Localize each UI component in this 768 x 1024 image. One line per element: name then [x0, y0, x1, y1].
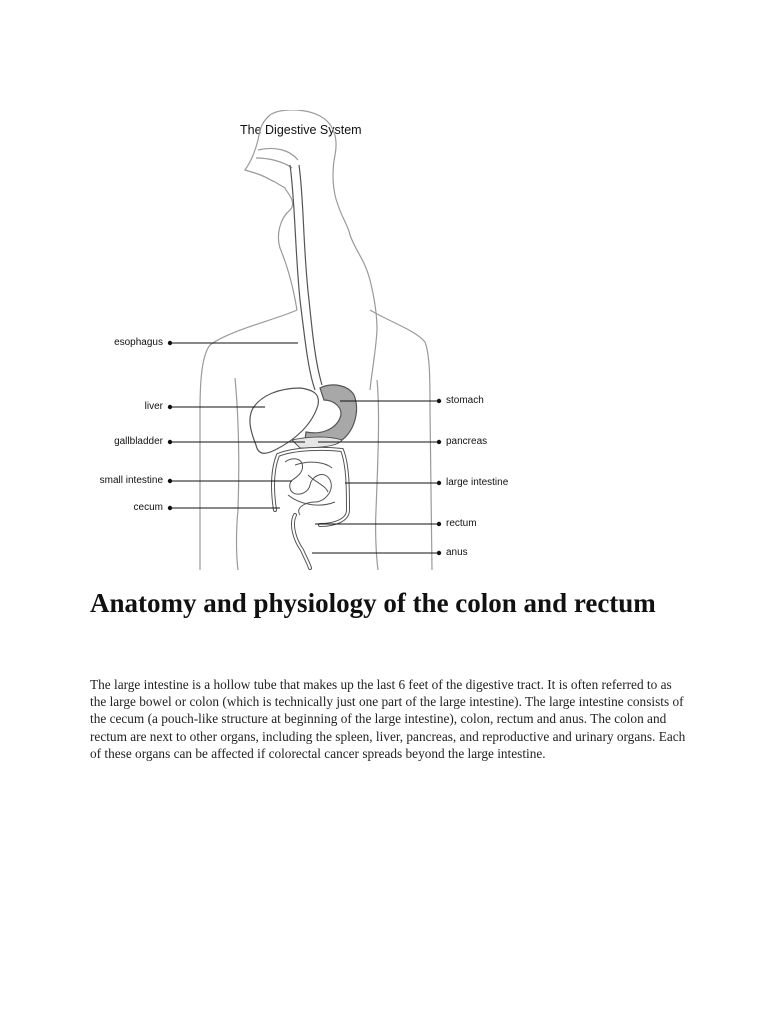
article-paragraph: The large intestine is a hollow tube that makes up the last 6 feet of the digestive tract. It is often referred to as the large bowel or colon (which is technically just one part of the large intestine). The large intestine consists of the cecum (a pouch-like structure at beginning of the large intestine), colon, rectum and anus. The colon and rectum are next to other organs, including the spleen, liver, pancreas, and reproductive and urinary organs. Each of these organs can be affected if colorectal cancer spreads beyond the large intestine. — [90, 677, 686, 761]
label-rectum: rectum — [446, 518, 477, 529]
label-pancreas: pancreas — [446, 436, 488, 447]
figure-title: The Digestive System — [240, 123, 362, 137]
label-anus: anus — [446, 547, 468, 558]
label-esophagus: esophagus — [114, 337, 163, 348]
label-cecum: cecum — [133, 502, 163, 513]
body-outline — [200, 110, 432, 570]
large-intestine-organ — [273, 449, 348, 525]
esophagus-organ — [290, 165, 322, 390]
digestive-system-figure — [80, 110, 540, 570]
article-heading: Anatomy and physiology of the colon and rectum — [90, 588, 656, 618]
label-liver: liver — [144, 401, 163, 412]
label-gallbladder: gallbladder — [114, 436, 163, 447]
label-large-intestine: large intestine — [446, 477, 509, 488]
label-small-intestine: small intestine — [99, 475, 163, 486]
label-stomach: stomach — [446, 395, 484, 406]
small-intestine-organ — [285, 459, 335, 515]
